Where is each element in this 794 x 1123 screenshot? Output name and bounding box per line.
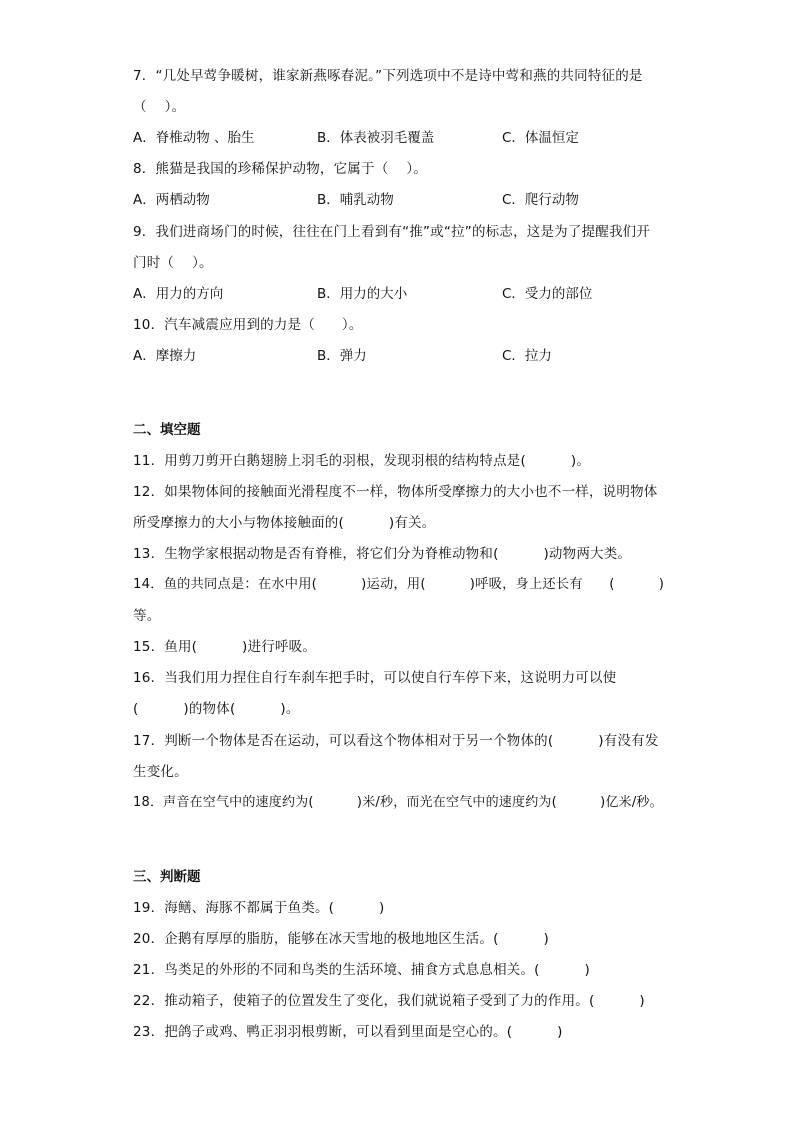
question-14-text: 14．鱼的共同点是：在水中用( )运动，用( )呼吸，身上还长有 ( ) [133,577,665,592]
question-17-text: 17．判断一个物体是否在运动，可以看这个物体相对于另一个物体的( )有没有发 [133,733,659,749]
question-22-text: 22．推动箱子，使箱子的位置发生了变化，我们就说箱子受到了力的作用。( ) [133,993,645,1009]
question-12-text-cont: 所受摩擦力的大小与物体接触面的( )有关。 [133,515,436,531]
question-11-text: 11．用剪刀剪开白鹅翅膀上羽毛的羽根，发现羽根的结构特点是( )。 [133,453,591,469]
question-7-option-a: A．脊椎动物 、胎生 [133,130,255,146]
question-9-option-a: A．用力的方向 [133,286,224,302]
question-10-option-b: B．弹力 [317,348,367,364]
question-16-text-cont: ( )的物体( )。 [133,701,300,717]
question-9-option-b: B．用力的大小 [317,286,408,302]
question-10-text: 10．汽车减震应用到的力是（ ）。 [133,317,363,333]
question-7-option-c: C．体温恒定 [502,130,579,146]
question-8-text: 8．熊猫是我国的珍稀保护动物，它属于（ ）。 [133,161,428,177]
question-8-option-c: C．爬行动物 [502,192,579,208]
question-9-text-cont: 门时（ ）。 [133,255,213,271]
question-7-text: 7．“几处早莺争暖树，谁家新燕啄春泥。”下列选项中不是诗中莺和燕的共同特征的是 [133,68,643,84]
question-20-text: 20．企鹅有厚厚的脂肪，能够在冰天雪地的极地地区生活。( ) [133,931,549,947]
question-17-text-cont: 生变化。 [133,764,188,780]
question-8-option-b: B．哺乳动物 [317,192,394,208]
question-9-option-c: C．受力的部位 [502,286,593,302]
section-fill-title: 二、填空题 [133,422,201,438]
question-7-option-b: B．体表被羽毛覆盖 [317,130,435,146]
question-12-text: 12．如果物体间的接触面光滑程度不一样，物体所受摩擦力的大小也不一样，说明物体 [133,484,658,500]
question-8-option-a: A．两栖动物 [133,192,210,208]
question-10-option-a: A．摩擦力 [133,348,197,364]
question-9-text: 9．我们进商场门的时候，往往在门上看到有“推”或“拉”的标志，这是为了提醒我们开 [133,224,651,240]
question-19-text: 19．海鳝、海豚不都属于鱼类。( ) [133,900,385,916]
question-18-text: 18．声音在空气中的速度约为( )米/秒，而光在空气中的速度约为( )亿米/秒。 [133,795,663,810]
question-13-text: 13．生物学家根据动物是否有脊椎，将它们分为脊椎动物和( )动物两大类。 [133,546,632,562]
question-16-text: 16．当我们用力捏住自行车刹车把手时，可以使自行车停下来，这说明力可以使 [133,670,617,686]
question-14-text-cont: 等。 [133,608,161,624]
section-judge-title: 三、判断题 [133,869,201,885]
question-21-text: 21．鸟类足的外形的不同和鸟类的生活环境、捕食方式息息相关。( ) [133,962,591,978]
question-7-text-cont: （ ）。 [133,99,186,115]
question-10-option-c: C．拉力 [502,348,552,364]
question-23-text: 23．把鸽子或鸡、鸭正羽羽根剪断，可以看到里面是空心的。( ) [133,1024,563,1040]
question-15-text: 15．鱼用( )进行呼吸。 [133,639,317,655]
